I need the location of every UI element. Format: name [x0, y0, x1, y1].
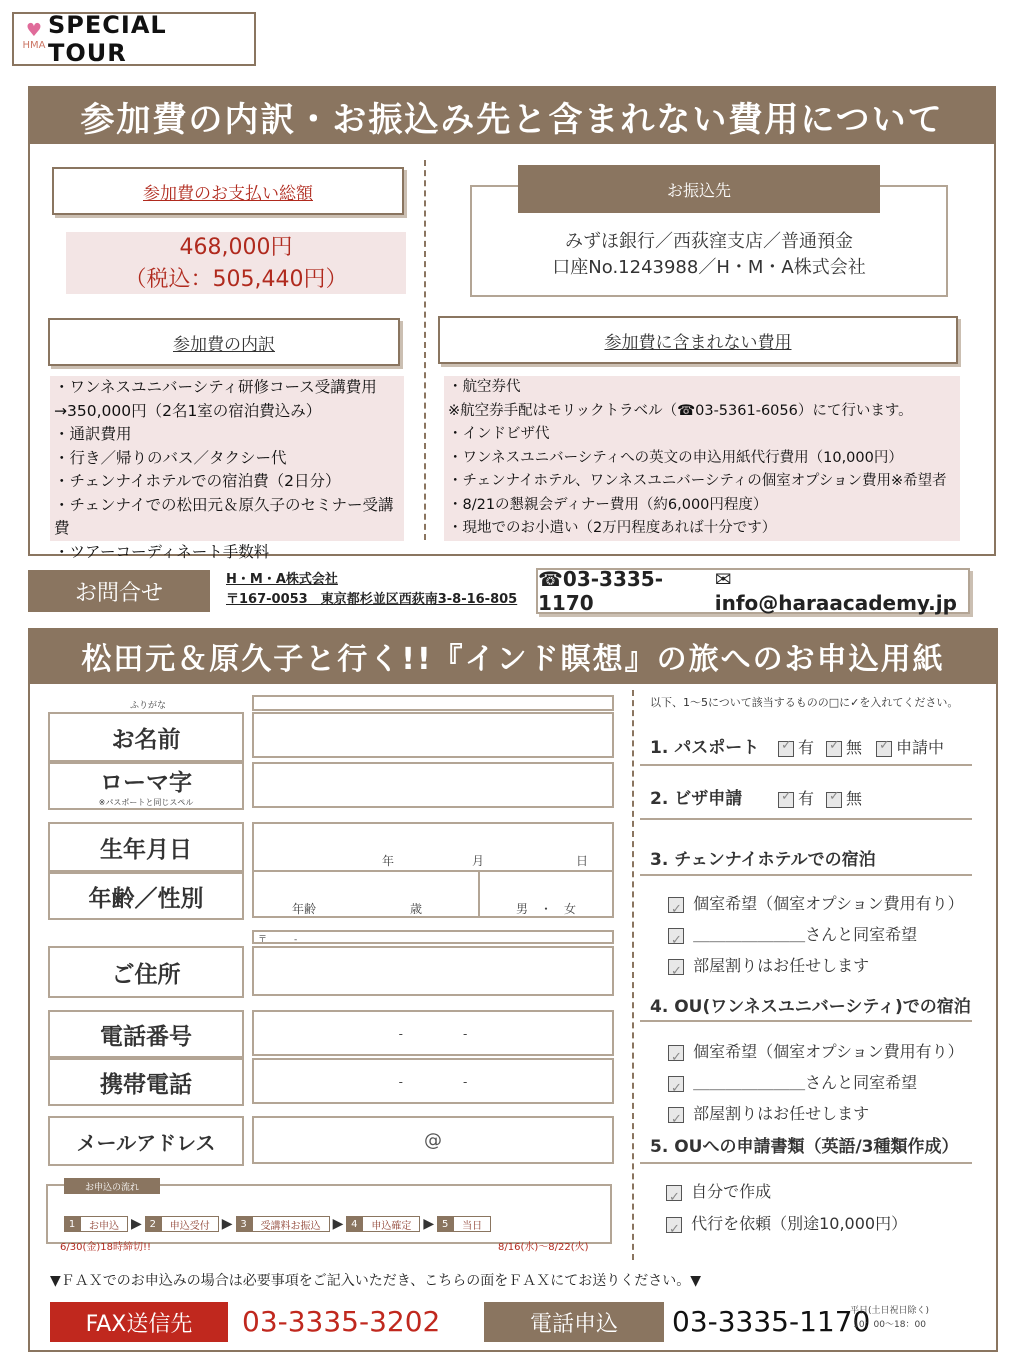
q1-opt: 申請中 [896, 738, 945, 757]
romaji-label-box [48, 762, 244, 810]
birth-label: 生年月日 [48, 822, 244, 872]
name-label: お名前 [48, 712, 244, 762]
checkbox[interactable] [668, 928, 684, 944]
arrow-right-icon: ▶ [332, 1216, 344, 1232]
excluded-list [444, 376, 960, 541]
excluded-label: 参加費に含まれない費用 [604, 332, 792, 353]
heart-icon: ♥ [25, 20, 43, 41]
postal-field[interactable] [252, 930, 614, 944]
checkbox[interactable] [668, 1107, 684, 1123]
q3-label: 3. チェンナイホテルでの宿泊 [650, 850, 876, 870]
q5-options [666, 1176, 907, 1240]
total-label-box [52, 167, 404, 215]
q4-label: 4. OU(ワンネスユニバーシティ)での宿泊 [650, 997, 971, 1017]
line [640, 818, 972, 820]
breakdown-item: →350,000円（2名1室の宿泊費込み） [54, 401, 322, 420]
age-unit: 歳 [410, 902, 423, 916]
breakdown-label-box [48, 318, 400, 366]
excluded-item: ・ワンネスユニバーシティへの英文の申込用紙代行費用（10,000円） [448, 449, 903, 466]
contact-box [536, 568, 970, 614]
q2-label: 2. ビザ申請 [650, 789, 743, 809]
checkbox[interactable] [826, 792, 842, 808]
instruction-text: 以下、1～5について該当するものの□に✓を入れてください。 [650, 696, 959, 709]
breakdown-list [50, 376, 404, 561]
header-title: SPECIAL TOUR [48, 11, 167, 67]
q1-opt: 無 [846, 738, 863, 757]
tel-label: 電話申込 [484, 1302, 664, 1342]
mobile-dash: - - [398, 1074, 468, 1089]
fax-notice: ▼ＦＡＸでのお申込みの場合は必要事項をご記入いただき、こちらの面をＦＡＸにてお送りください。▼ [50, 1273, 701, 1289]
excluded-item: ※航空券手配はモリックトラベル（☎03-5361-6056）にて行います。 [448, 402, 913, 419]
checkbox[interactable] [826, 741, 842, 757]
mobile-field[interactable] [252, 1058, 614, 1104]
q5-opt: 自分で作成 [691, 1182, 772, 1201]
q4-opt: ＿＿＿＿＿＿＿さんと同室希望 [693, 1073, 918, 1092]
q1-opt: 有 [798, 738, 815, 757]
flow-title: お申込の流れ [64, 1178, 160, 1194]
hours-line2: 10：00～18：00 [853, 1320, 926, 1330]
tel-number[interactable]: 03-3335-1170 [672, 1305, 871, 1338]
checkbox[interactable] [666, 1217, 682, 1233]
right-divider [632, 690, 634, 1260]
email-at: @ [424, 1129, 442, 1151]
flow-step-2: 2 申込受付 [145, 1216, 219, 1232]
breakdown-label: 参加費の内訳 [173, 334, 275, 355]
flow-steps [64, 1216, 491, 1232]
postal-mark: 〒 - [258, 935, 298, 945]
q3-opt: 部屋割りはお任せします [693, 956, 870, 975]
hma-logo [20, 22, 48, 58]
flow-dates: 8/16(水)～8/22(火) [498, 1242, 589, 1253]
contact-info [226, 570, 517, 610]
q4-opt: 部屋割りはお任せします [693, 1104, 870, 1123]
fax-label: FAX送信先 [50, 1302, 228, 1342]
q3-options [668, 888, 964, 981]
flow-deadline: 6/30(金)18時締切!! [60, 1242, 152, 1253]
q5-opt: 代行を依頼（別途10,000円） [691, 1214, 908, 1233]
total-tax: （税込：505,440円） [124, 267, 348, 292]
phone-dash: - - [398, 1026, 468, 1041]
arrow-right-icon: ▶ [221, 1216, 233, 1232]
phone-field[interactable] [252, 1010, 614, 1056]
name-field[interactable] [252, 712, 614, 758]
line [640, 764, 972, 766]
line [640, 1020, 972, 1022]
birth-month: 月 [472, 854, 485, 868]
logo-text: HMA [22, 40, 46, 51]
age-label: 年齢 [292, 902, 317, 916]
breakdown-item: ・チェンナイでの松田元＆原久子のセミナー受講費 [54, 495, 394, 537]
total-label: 参加費のお支払い総額 [143, 183, 313, 204]
flow-step-4: 4 申込確定 [346, 1216, 420, 1232]
breakdown-item: ・チェンナイホテルでの宿泊費（2日分） [54, 472, 341, 490]
checkbox[interactable] [668, 897, 684, 913]
contact-company: H・M・A株式会社 [226, 572, 338, 587]
flow-step-3: 3 受講料お振込 [236, 1216, 330, 1232]
bank-line1: みずほ銀行／西荻窪支店／普通預金 [565, 231, 853, 252]
sex-choice[interactable]: 男 ・ 女 [516, 902, 577, 916]
line [640, 1162, 972, 1164]
birth-day: 日 [576, 854, 589, 868]
excluded-item: ・チェンナイホテル、ワンネスユニバーシティの個室オプション費用※希望者 [448, 473, 947, 489]
q3-opt: 個室希望（個室オプション費用有り） [693, 894, 964, 913]
arrow-right-icon: ▶ [423, 1216, 435, 1232]
contact-phone[interactable]: ☎03-3335-1170 [538, 567, 664, 615]
q3-opt: ＿＿＿＿＿＿＿さんと同室希望 [693, 925, 918, 944]
email-field[interactable] [252, 1116, 614, 1164]
email-label: メールアドレス [48, 1116, 244, 1166]
checkbox[interactable] [778, 792, 794, 808]
q2-opt: 無 [846, 789, 863, 808]
excluded-item: ・現地でのお小遣い（2万円程度あれば十分です） [448, 520, 777, 536]
checkbox[interactable] [778, 741, 794, 757]
furigana-label: ふりがな [130, 701, 167, 711]
birth-year: 年 [382, 854, 395, 868]
bank-box [470, 180, 948, 297]
age-sex-label: 年齢／性別 [48, 872, 244, 920]
flow-step-5: 5 当日 [437, 1216, 491, 1232]
fee-banner: 参加費の内訳・お振込み先と含まれない費用について [30, 88, 994, 144]
contact-label: お問合せ [28, 570, 210, 612]
q2-opt: 有 [798, 789, 815, 808]
breakdown-item: ・ワンネスユニバーシティ研修コース受講費用 [54, 378, 377, 396]
q5-label: 5. OUへの申請書類（英語/3種類作成） [650, 1137, 959, 1157]
checkbox[interactable] [666, 1185, 682, 1201]
q2-row [650, 784, 980, 814]
breakdown-item: ・行き／帰りのバス／タクシー代 [54, 448, 287, 467]
form-banner: 松田元＆原久子と行く!!『インド瞑想』の旅へのお申込用紙 [30, 630, 996, 682]
bank-line2: 口座No.1243988／H・M・A株式会社 [552, 257, 866, 278]
romaji-label: ローマ字 [100, 770, 192, 796]
q1-label: 1. パスポート [650, 738, 760, 758]
q1-row [650, 733, 980, 763]
excluded-item: ・8/21の懇親会ディナー費用（約6,000円程度） [448, 496, 768, 513]
fax-number[interactable]: 03-3335-3202 [242, 1305, 441, 1338]
excluded-label-box [438, 316, 958, 364]
q4-opt: 個室希望（個室オプション費用有り） [693, 1042, 964, 1061]
contact-address: 〒167-0053 東京都杉並区西荻南3-8-16-805 [226, 592, 518, 607]
line [640, 874, 972, 876]
breakdown-item: ・通訳費用 [54, 425, 132, 443]
business-hours [850, 1304, 929, 1332]
q4-options [668, 1036, 964, 1129]
birth-age-field[interactable] [252, 822, 614, 918]
arrow-right-icon: ▶ [131, 1216, 142, 1232]
breakdown-item: ・ツアーコーディネート手数料 [54, 542, 270, 561]
total-price-box [66, 232, 406, 294]
excluded-item: ・航空券代 [448, 379, 521, 395]
total-price: 468,000円 [179, 235, 293, 260]
special-tour-header [12, 12, 256, 66]
form-banner-box [28, 628, 998, 684]
romaji-field[interactable] [252, 762, 614, 808]
flow-step-1: 1 お申込 [64, 1216, 128, 1232]
checkbox[interactable] [668, 1076, 684, 1092]
mobile-label: 携帯電話 [48, 1058, 244, 1106]
address-field[interactable] [252, 946, 614, 996]
section-divider [424, 160, 426, 540]
address-label: ご住所 [48, 946, 244, 998]
hours-line1: 平日(土日祝日除く) [850, 1306, 930, 1316]
romaji-note: ※パスポートと同じスペル [98, 798, 194, 807]
checkbox[interactable] [876, 741, 892, 757]
contact-email[interactable]: ✉info@haraacademy.jp [714, 567, 957, 615]
checkbox[interactable] [668, 959, 684, 975]
excluded-item: ・インドビザ代 [448, 426, 550, 442]
bank-label: お振込先 [518, 165, 880, 213]
furigana-field[interactable] [252, 695, 614, 711]
flow-box [46, 1184, 612, 1244]
checkbox[interactable] [668, 1045, 684, 1061]
phone-label: 電話番号 [48, 1010, 244, 1058]
